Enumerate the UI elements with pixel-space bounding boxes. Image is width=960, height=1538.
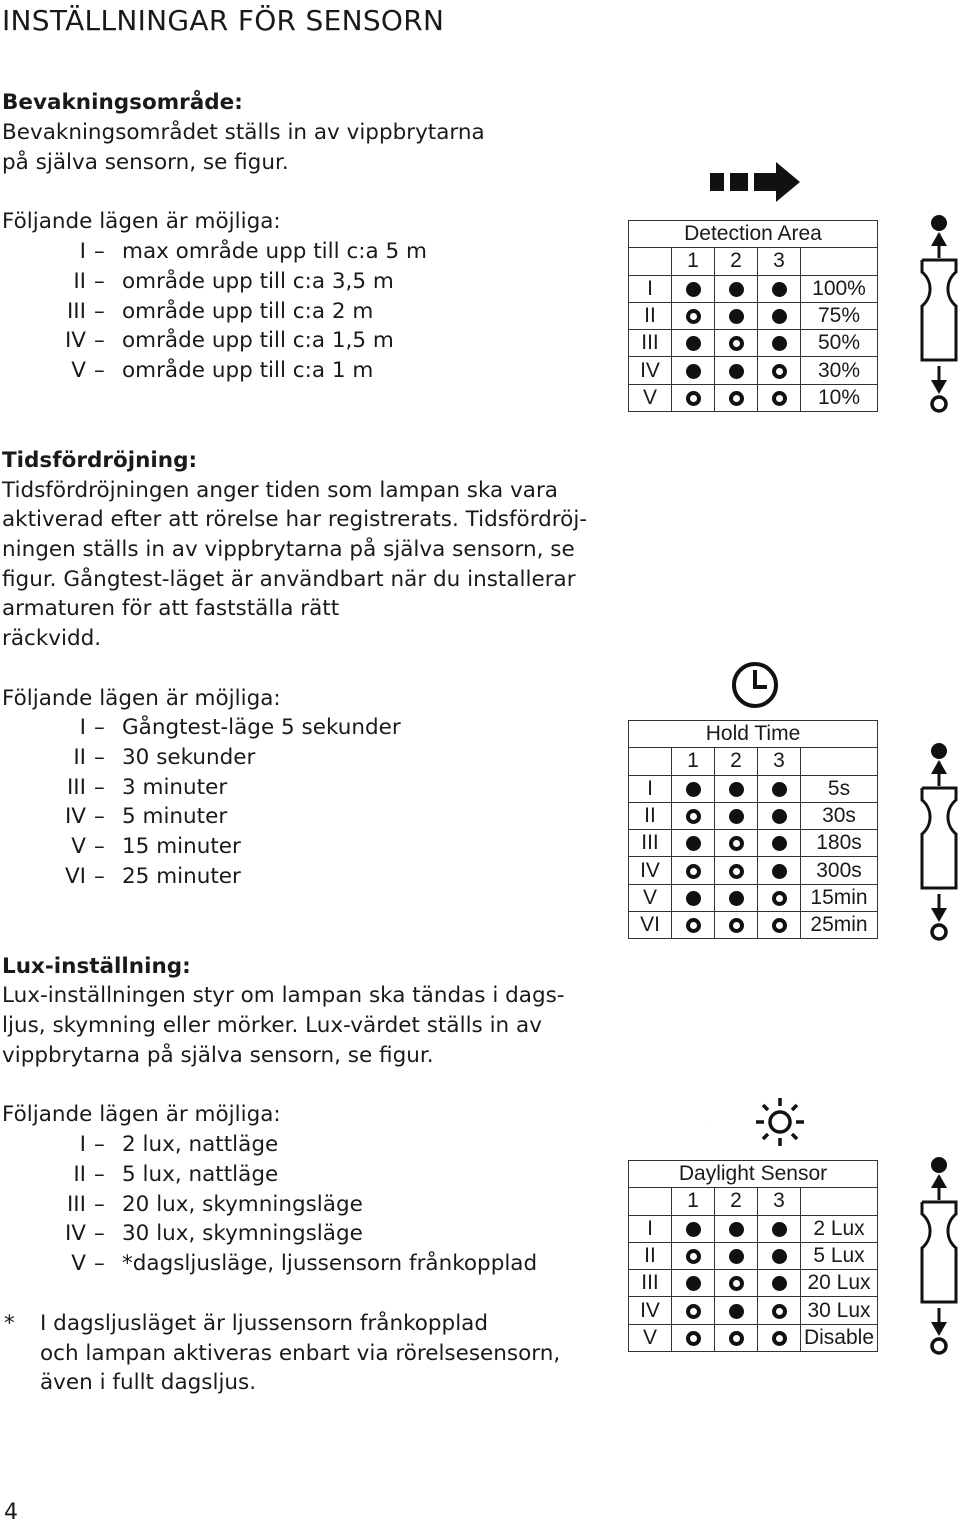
switch-cell	[715, 1242, 758, 1269]
switch-cell	[715, 1297, 758, 1324]
table-caption: Daylight Sensor	[629, 1161, 878, 1188]
table-row	[629, 384, 878, 411]
column-header: 1	[672, 1188, 715, 1215]
switch-on-icon	[729, 1222, 744, 1237]
row-label: V	[629, 1324, 672, 1351]
switch-on-icon	[729, 1249, 744, 1264]
dip-switch-icon	[918, 214, 960, 416]
row-value: 180s	[801, 830, 878, 857]
table-blank	[801, 1188, 878, 1215]
mode-item: IV – 5 minuter	[64, 804, 228, 830]
mode-item: III – 20 lux, skymningsläge	[66, 1191, 363, 1217]
switch-cell	[715, 802, 758, 829]
switch-cell	[672, 775, 715, 802]
table-row	[629, 1297, 878, 1324]
dip-switch-icon	[918, 1156, 960, 1358]
switch-on-icon	[772, 1222, 787, 1237]
switch-on-icon	[729, 809, 744, 824]
switch-cell	[672, 1297, 715, 1324]
switch-cell	[758, 1270, 801, 1297]
switch-off-icon	[686, 918, 701, 933]
table-row	[629, 275, 878, 302]
switch-cell	[758, 1242, 801, 1269]
switch-off-icon	[729, 918, 744, 933]
lux-text-line: Lux-inställningen styr om lampan ska tändas i dags-	[2, 983, 565, 1008]
row-value: Disable	[801, 1324, 878, 1351]
switch-cell	[672, 1324, 715, 1351]
switch-on-icon	[686, 891, 701, 906]
table-row	[629, 884, 878, 911]
mode-item: II – 30 sekunder	[73, 744, 256, 770]
mode-item: II – område upp till c:a 3,5 m	[73, 268, 394, 294]
switch-on-icon	[686, 1276, 701, 1291]
row-label: V	[629, 884, 672, 911]
mode-item: VI – 25 minuter	[64, 863, 241, 889]
row-label: I	[629, 1215, 672, 1242]
switch-off-icon	[729, 836, 744, 851]
row-value: 10%	[801, 384, 878, 411]
delay-heading: Tidsfördröjning:	[2, 448, 198, 473]
switch-cell	[715, 357, 758, 384]
row-label: VI	[629, 912, 672, 939]
footnote-line: I dagsljusläget är ljussensorn frånkopplad	[40, 1311, 489, 1336]
table-row	[629, 302, 878, 329]
row-label: II	[629, 302, 672, 329]
row-value: 30 Lux	[801, 1297, 878, 1324]
footnote-line: även i fullt dagsljus.	[40, 1370, 257, 1395]
switch-on-icon	[772, 782, 787, 797]
switch-cell	[715, 775, 758, 802]
row-value: 50%	[801, 330, 878, 357]
switch-on-icon	[772, 309, 787, 324]
delay-text-line: armaturen för att fastställa rätt	[2, 596, 340, 621]
switch-cell	[672, 330, 715, 357]
switch-on-icon	[729, 309, 744, 324]
table-row	[629, 1324, 878, 1351]
mode-item: III – område upp till c:a 2 m	[66, 298, 374, 324]
detection-modes-intro: Följande lägen är möjliga:	[2, 209, 281, 234]
switch-cell	[758, 1324, 801, 1351]
switch-on-icon	[772, 864, 787, 879]
row-value: 20 Lux	[801, 1270, 878, 1297]
row-label: I	[629, 275, 672, 302]
detection-heading: Bevakningsområde:	[2, 90, 243, 115]
switch-off-icon	[729, 1276, 744, 1291]
moon-icon	[702, 1094, 746, 1150]
switch-cell	[758, 384, 801, 411]
mode-item: II – 5 lux, nattläge	[73, 1161, 279, 1187]
table-corner	[629, 1188, 672, 1215]
mode-item: V – 15 minuter	[71, 834, 241, 860]
table-row	[629, 857, 878, 884]
switch-cell	[758, 302, 801, 329]
row-label: IV	[629, 357, 672, 384]
detection-text-line: på själva sensorn, se figur.	[2, 150, 289, 175]
switch-off-icon	[729, 336, 744, 351]
sun-icon	[754, 1096, 806, 1148]
row-label: II	[629, 1242, 672, 1269]
switch-cell	[715, 275, 758, 302]
table-row	[629, 802, 878, 829]
row-value: 30%	[801, 357, 878, 384]
row-label: III	[629, 830, 672, 857]
switch-cell	[715, 884, 758, 911]
mode-item: V – område upp till c:a 1 m	[71, 358, 374, 384]
mode-item: IV – område upp till c:a 1,5 m	[64, 328, 394, 354]
switch-off-icon	[729, 391, 744, 406]
switch-on-icon	[729, 364, 744, 379]
table-corner	[629, 748, 672, 775]
delay-text-line: räckvidd.	[2, 626, 102, 651]
switch-cell	[672, 275, 715, 302]
switch-on-icon	[686, 1222, 701, 1237]
switch-on-icon	[729, 1304, 744, 1319]
daylight-sensor-table	[628, 1160, 878, 1352]
switch-off-icon	[772, 891, 787, 906]
table-row	[629, 830, 878, 857]
switch-cell	[672, 802, 715, 829]
column-header: 3	[758, 248, 801, 275]
switch-off-icon	[772, 1304, 787, 1319]
switch-cell	[758, 830, 801, 857]
detection-area-table	[628, 220, 878, 412]
column-header: 2	[715, 248, 758, 275]
switch-cell	[758, 330, 801, 357]
lux-text-line: ljus, skymning eller mörker. Lux-värdet ställs in av	[2, 1013, 542, 1038]
column-header: 3	[758, 1188, 801, 1215]
switch-off-icon	[772, 364, 787, 379]
row-value: 5s	[801, 775, 878, 802]
switch-on-icon	[772, 1276, 787, 1291]
switch-cell	[672, 912, 715, 939]
switch-cell	[758, 357, 801, 384]
switch-cell	[715, 830, 758, 857]
table-row	[629, 330, 878, 357]
column-header: 1	[672, 248, 715, 275]
lux-mode-list	[0, 1130, 537, 1279]
column-header: 2	[715, 1188, 758, 1215]
table-caption: Hold Time	[629, 721, 878, 748]
switch-cell	[672, 384, 715, 411]
switch-cell	[758, 775, 801, 802]
switch-cell	[715, 912, 758, 939]
page-title: INSTÄLLNINGAR FÖR SENSORN	[2, 4, 445, 37]
switch-on-icon	[729, 891, 744, 906]
delay-text-line: ningen ställs in av vippbrytarna på själva sensorn, se	[2, 537, 575, 562]
switch-cell	[715, 1324, 758, 1351]
switch-cell	[758, 857, 801, 884]
switch-off-icon	[772, 1331, 787, 1346]
switch-on-icon	[772, 1249, 787, 1264]
row-label: II	[629, 802, 672, 829]
delay-modes-intro: Följande lägen är möjliga:	[2, 686, 281, 711]
detection-text-line: Bevakningsområdet ställs in av vippbrytarna	[2, 120, 485, 145]
switch-cell	[715, 330, 758, 357]
lux-modes-intro: Följande lägen är möjliga:	[2, 1102, 281, 1127]
lux-heading: Lux-inställning:	[2, 954, 191, 979]
delay-text-line: figur. Gångtest-läget är användbart när du installerar	[2, 567, 576, 592]
mode-item: I – 2 lux, nattläge	[79, 1132, 279, 1157]
switch-on-icon	[686, 836, 701, 851]
switch-off-icon	[686, 1249, 701, 1264]
switch-cell	[672, 1270, 715, 1297]
clock-icon	[730, 660, 780, 710]
switch-off-icon	[686, 309, 701, 324]
row-value: 2 Lux	[801, 1215, 878, 1242]
switch-off-icon	[686, 1331, 701, 1346]
switch-cell	[758, 1297, 801, 1324]
row-value: 15min	[801, 884, 878, 911]
mode-item: I – max område upp till c:a 5 m	[79, 239, 427, 264]
table-row	[629, 1242, 878, 1269]
row-value: 25min	[801, 912, 878, 939]
table-row	[629, 912, 878, 939]
row-label: III	[629, 330, 672, 357]
switch-cell	[758, 1215, 801, 1242]
switch-cell	[672, 302, 715, 329]
switch-off-icon	[729, 864, 744, 879]
footnote-line: och lampan aktiveras enbart via rörelsesensorn,	[40, 1341, 561, 1366]
switch-cell	[715, 302, 758, 329]
page-number: 4	[4, 1500, 18, 1525]
switch-cell	[715, 1270, 758, 1297]
switch-cell	[715, 384, 758, 411]
switch-on-icon	[772, 809, 787, 824]
switch-on-icon	[686, 782, 701, 797]
table-corner	[629, 248, 672, 275]
switch-on-icon	[729, 282, 744, 297]
switch-cell	[672, 857, 715, 884]
switch-on-icon	[686, 336, 701, 351]
row-value: 100%	[801, 275, 878, 302]
column-header: 3	[758, 748, 801, 775]
delay-mode-list	[0, 713, 401, 892]
switch-cell	[758, 912, 801, 939]
table-row	[629, 775, 878, 802]
detection-mode-list	[0, 237, 427, 386]
switch-on-icon	[686, 282, 701, 297]
switch-on-icon	[772, 836, 787, 851]
switch-off-icon	[686, 809, 701, 824]
row-label: IV	[629, 1297, 672, 1324]
table-row	[629, 357, 878, 384]
row-label: IV	[629, 857, 672, 884]
switch-on-icon	[729, 782, 744, 797]
mode-item: III – 3 minuter	[66, 774, 228, 800]
lux-text-line: vippbrytarna på själva sensorn, se figur.	[2, 1043, 434, 1068]
switch-on-icon	[772, 282, 787, 297]
footnote-mark: *	[4, 1311, 15, 1336]
switch-cell	[758, 275, 801, 302]
hold-time-table	[628, 720, 878, 939]
row-value: 300s	[801, 857, 878, 884]
switch-cell	[672, 1242, 715, 1269]
table-row	[629, 1270, 878, 1297]
switch-cell	[715, 1215, 758, 1242]
table-caption: Detection Area	[629, 221, 878, 248]
range-arrow-icon	[708, 160, 804, 204]
table-blank	[801, 248, 878, 275]
switch-cell	[715, 857, 758, 884]
row-label: V	[629, 384, 672, 411]
table-blank	[801, 748, 878, 775]
switch-off-icon	[772, 391, 787, 406]
mode-item: I – Gångtest-läge 5 sekunder	[79, 715, 401, 740]
switch-off-icon	[686, 864, 701, 879]
switch-on-icon	[772, 336, 787, 351]
switch-off-icon	[686, 391, 701, 406]
row-label: III	[629, 1270, 672, 1297]
switch-cell	[672, 830, 715, 857]
switch-on-icon	[686, 364, 701, 379]
row-value: 5 Lux	[801, 1242, 878, 1269]
delay-text-line: Tidsfördröjningen anger tiden som lampan ska vara	[2, 478, 558, 503]
switch-cell	[758, 802, 801, 829]
switch-cell	[672, 357, 715, 384]
switch-off-icon	[686, 1304, 701, 1319]
switch-cell	[672, 1215, 715, 1242]
switch-off-icon	[772, 918, 787, 933]
mode-item: IV – 30 lux, skymningsläge	[64, 1221, 363, 1247]
delay-text-line: aktiverad efter att rörelse har registrerats. Tidsfördröj-	[2, 507, 588, 532]
switch-cell	[672, 884, 715, 911]
row-label: I	[629, 775, 672, 802]
column-header: 1	[672, 748, 715, 775]
column-header: 2	[715, 748, 758, 775]
dip-switch-icon	[918, 742, 960, 944]
switch-cell	[758, 884, 801, 911]
table-row	[629, 1215, 878, 1242]
mode-item: V – *dagsljusläge, ljussensorn frånkopplad	[71, 1251, 538, 1277]
row-value: 30s	[801, 802, 878, 829]
switch-off-icon	[729, 1331, 744, 1346]
row-value: 75%	[801, 302, 878, 329]
